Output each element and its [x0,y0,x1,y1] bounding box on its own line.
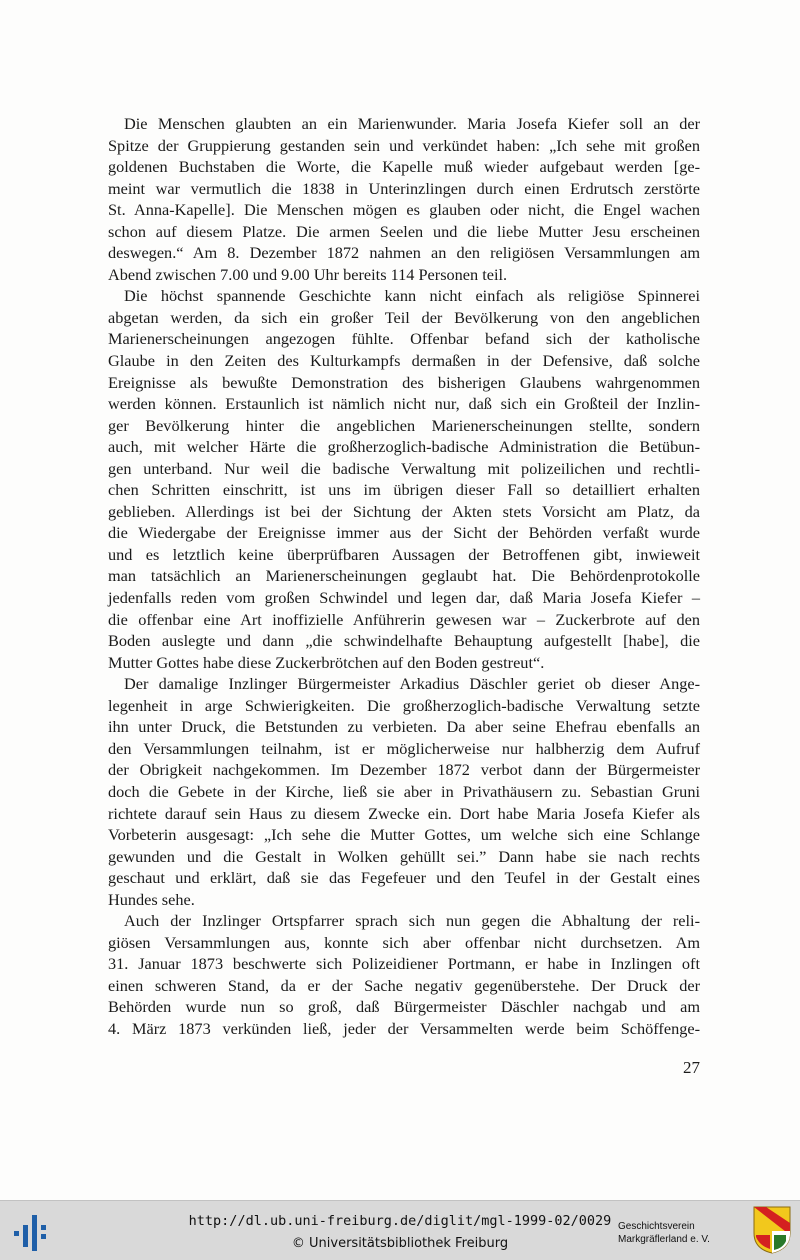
text-line: auch, mit welcher Härte die großherzoglich-badische Administration die Betübun- [108,437,700,457]
paragraph [108,285,700,673]
ub-freiburg-logo-icon [12,1211,52,1253]
text-line: den Versammlungen teilnahm, ist er möglicherweise nur halbherzig dem Aufruf [108,738,700,758]
paragraph [108,673,700,910]
text-line: werden können. Erstaunlich ist nämlich nicht nur, daß sich ein Großteil der Inzlin- [108,394,700,414]
text-line: doch die Gebete in der Kirche, ließ sie aber in Privathäusern zu. Sebastian Gruni [108,781,700,801]
text-line: ger Bevölkerung hinter die angeblichen Marienerscheinungen stellte, sondern [108,415,700,435]
text-line: Behörden wurde nun so groß, daß Bürgermeister Däschler nachgab und am [108,997,700,1017]
text-line: St. Anna-Kapelle]. Die Menschen mögen es glauben oder nicht, die Engel wachen [108,200,700,220]
viewer-footer [0,1200,800,1260]
text-line: richtete darauf sein Haus zu diesem Zwecke ein. Dort habe Maria Josefa Kiefer als [108,803,700,823]
text-line: ihn unter Druck, die Betstunden zu verbieten. Da aber seine Ehefrau ebenfalls an [108,717,700,737]
text-line: Spitze der Gruppierung gestanden sein und verkündet haben: „Ich sehe mit großen [108,135,700,155]
text-line: geschaut und erklärt, daß sie das Fegefeuer und den Teufel in der Gestalt eines [108,868,700,888]
text-line: Die Menschen glaubten an ein Marienwunder. Maria Josefa Kiefer soll an der [124,114,700,133]
text-line: chen Schritten einschritt, ist uns im übrigen dieser Fall so detailliert erhalten [108,480,700,500]
text-line: meint war vermutlich die 1838 in Unterinzlingen durch einen Erdrutsch zerstörte [108,178,700,198]
text-line: die offenbar eine Art inoffizielle Anführerin gewesen war – Zuckerbrote auf den [108,609,700,629]
text-line: 31. Januar 1873 beschwerte sich Polizeidiener Portmann, er habe in Inzlingen oft [108,954,700,974]
text-line: gen unterband. Nur weil die badische Verwaltung mit polizeilichen und rechtli- [108,458,700,478]
text-line: goldenen Buchstaben die Worte, die Kapelle muß wieder aufgebaut werden [ge- [108,157,700,177]
text-line: Marienerscheinungen angezogen fühlte. Offenbar befand sich der katholische [108,329,700,349]
society-name [618,1220,748,1246]
text-line: man tatsächlich an Marienerscheinungen geglaubt hat. Die Behördenprotokolle [108,566,700,586]
text-line: schon auf diesem Platze. Die armen Seelen und die liebe Mutter Jesu erscheinen [108,221,700,241]
text-line: deswegen.“ Am 8. Dezember 1872 nahmen an den religiösen Versammlungen am [108,243,700,263]
text-line: geblieben. Allerdings ist bei der Sichtung der Akten stets Vorsicht am Platz, da [108,501,700,521]
text-line: einen schweren Stand, da er der Sache negativ gegenüberstehe. Der Druck der [108,975,700,995]
text-line: Glaube in den Zeiten des Kulturkampfs dermaßen in der Defensive, daß solche [108,351,700,371]
text-line: Hundes sehe. [108,889,195,909]
text-line: giösen Versammlungen aus, konnte sich aber offenbar nicht durchsetzen. Am [108,932,700,952]
text-line: Auch der Inzlinger Ortspfarrer sprach sich nun gegen die Abhaltung der reli- [124,911,700,931]
text-line: Ereignisse als bewußte Demonstration des bisherigen Glaubens wahrgenommen [108,372,700,392]
text-line: 4. März 1873 verkünden ließ, jeder der Versammelten werde beim Schöffenge- [108,1018,700,1038]
paragraph [108,910,700,1039]
copyright-notice: © Universitätsbibliothek Freiburg [291,1236,509,1251]
body-text [108,113,700,1040]
text-line: Boden auslegte und dann „die schwindelhafte Behauptung aufgestellt [habe], die [108,631,700,651]
society-name-line1: Geschichtsverein [618,1221,695,1232]
text-line: Mutter Gottes habe diese Zuckerbrötchen auf den Boden gestreut“. [108,652,545,672]
page-number: 27 [683,1058,700,1077]
text-line: Vorbeterin ausgesagt: „Ich sehe die Mutter Gottes, um welche sich eine Schlange [108,825,700,845]
society-name-line2: Markgräflerland e. V. [618,1234,710,1245]
text-line: jedenfalls reden vom großen Schwindel und legen dar, daß Maria Josefa Kiefer – [108,588,700,608]
text-line: Die höchst spannende Geschichte kann nicht einfach als religiöse Spinnerei [124,286,700,306]
paragraph [108,113,700,285]
markgraeflerland-crest-icon [752,1205,792,1255]
text-line: Der damalige Inzlinger Bürgermeister Arkadius Däschler geriet ob dieser Ange- [124,674,700,694]
text-line: die Wiedergabe der Ereignisse immer aus der Sicht der Behörden verfaßt wurde [108,523,700,543]
text-line: der Obrigkeit nachgekommen. Im Dezember 1872 verbot dann der Bürgermeister [108,760,700,780]
document-url[interactable]: http://dl.ub.uni-freiburg.de/diglit/mgl-1999-02/0029 [188,1213,612,1229]
text-line: und es letztlich keine überprüfbaren Aussagen der Betroffenen gibt, inwieweit [108,544,700,564]
text-line: legenheit in arge Schwierigkeiten. Die großherzoglich-badische Verwaltung setzte [108,695,700,715]
text-line: Abend zwischen 7.00 und 9.00 Uhr bereits 114 Personen teil. [108,264,508,284]
text-line: abgetan werden, da sich ein großer Teil der Bevölkerung von den angeblichen [108,307,700,327]
text-line: gewunden und die Gestalt in Wolken gehüllt sei.” Dann habe sie nach rechts [108,846,700,866]
